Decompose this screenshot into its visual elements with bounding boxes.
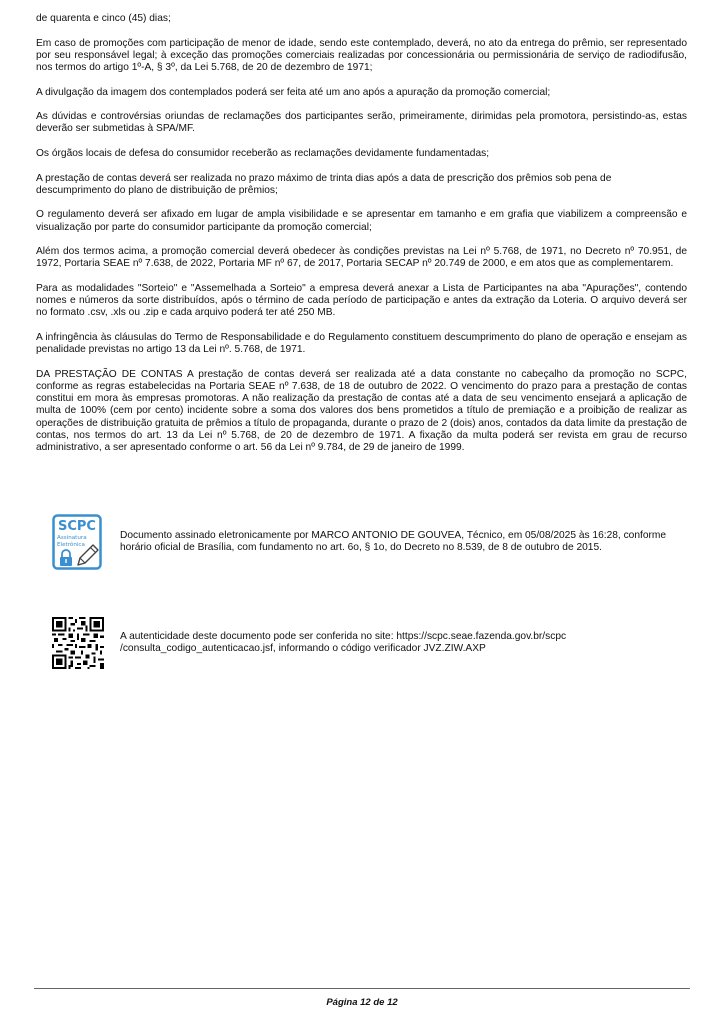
paragraph: Os órgãos locais de defesa do consumidor receberão as reclamações devidamente fundamentadas;	[36, 147, 490, 159]
page-number: Página 12 de 12	[326, 997, 398, 1008]
signature-line: Documento assinado eletronicamente por MARCO ANTONIO DE GOUVEA, Técnico, em 05/08/2025 às 16:28, conforme	[120, 529, 667, 541]
paragraph: Além dos termos acima, a promoção comercial deverá obedecer às condições previstas na Lei nº 5.768, de 1971, no Decreto nº 70.951, de 1972, Portaria SEAE nº 7.638, de 2022, Portaria MF nº 67, de 2017, Portaria SECAP nº 20.749 de 2000, e em atos que as complementarem.	[36, 246, 687, 270]
seal-title: SCPC	[58, 519, 96, 534]
scpc-signature-seal-icon	[52, 514, 102, 570]
paragraph: de quarenta e cinco (45) dias;	[36, 13, 171, 24]
paragraph: A divulgação da imagem dos contemplados poderá ser feita até um ano após a apuração da promoção comercial;	[36, 86, 551, 98]
authenticity-line: /consulta_codigo_autenticacao.jsf, informando o código verificador JVZ.ZIW.AXP	[120, 643, 486, 654]
signature-text	[120, 530, 666, 554]
authenticity-text	[120, 631, 566, 655]
paragraph: A prestação de contas deverá ser realizada no prazo máximo de trinta dias após a data de prescrição dos prêmios sob pena de descumprimento do plano de distribuição de prêmios;	[36, 172, 612, 196]
qr-code-icon	[52, 617, 104, 669]
paragraph: DA PRESTAÇÃO DE CONTAS A prestação de contas deverá ser realizada até a data constante no cabeçalho da promoção no SCPC, conforme as regras estabelecidas na Portaria SEAE nº 7.638, de 18 de outubro de 2022. O vencimento do prazo para a prestação de contas constitui em mora às empresas promotoras. A não realização da prestação de contas até a data de seu vencimento ensejará a aplicação de multa de 100% (cem por cento) incidente sobre a soma dos valores dos bens prometidos a título de premiação e a proibição de realizar as operações de distribuição gratuita de prêmios a título de propaganda, durante o prazo de 2 (dois) anos, contados da data limite da prestação de contas, nos termos do art. 13 da Lei nº 5.768, de 20 de dezembro de 1971. A fixação da multa poderá ser revista em grau de recurso administrativo, a ser apresentado conforme o art. 56 da Lei nº 9.784, de 29 de janeiro de 1999.	[36, 368, 687, 453]
electronic-signature-block	[52, 514, 692, 570]
paragraph: O regulamento deverá ser afixado em lugar de ampla visibilidade e se apresentar em tamanho e em grafia que viabilizem a compreensão e visualização por parte do consumidor participante da promoção comercial;	[36, 209, 687, 233]
seal-line2: Eletrônica	[57, 542, 85, 548]
paragraph: Para as modalidades "Sorteio" e "Assemelhada a Sorteio" a empresa deverá anexar a Lista de Participantes na aba "Apurações", contendo nomes e números da sorte distribuídos, após o término de cada período de participação e antes da extração da Loteria. O arquivo deverá ser no formato .csv, .xls ou .zip e cada arquivo poderá ter até 250 MB.	[36, 282, 687, 319]
footer-divider	[34, 988, 690, 989]
paragraph: Em caso de promoções com participação de menor de idade, sendo este contemplado, deverá, no ato da entrega do prêmio, ser representado por seu responsável legal; à exceção das promoções comerciais realizadas por concessionária ou permissionária de serviço de radiodifusão, nos termos do artigo 1º-A, § 3º, da Lei 5.768, de 20 de dezembro de 1971;	[36, 37, 687, 73]
authenticity-line: A autenticidade deste documento pode ser conferida no site: https://scpc.seae.fazenda.gov.br/scpc	[120, 630, 567, 642]
seal-line1: Assinatura	[57, 535, 87, 541]
document-body	[36, 13, 687, 467]
authenticity-block	[52, 617, 692, 669]
paragraph: A infringência às cláusulas do Termo de Responsabilidade e do Regulamento constituem descumprimento do plano de operação e ensejam as penalidade previstas no artigo 13 da Lei nº. 5.768, de 1971.	[36, 331, 687, 356]
signature-line: horário oficial de Brasília, com fundamento no art. 6o, § 1o, do Decreto no 8.539, de 8 de outubro de 2015.	[120, 542, 602, 553]
paragraph: As dúvidas e controvérsias oriundas de reclamações dos participantes serão, primeiramente, dirimidas pela promotora, persistindo-as, estas deverão ser submetidas à SPA/MF.	[36, 111, 687, 135]
